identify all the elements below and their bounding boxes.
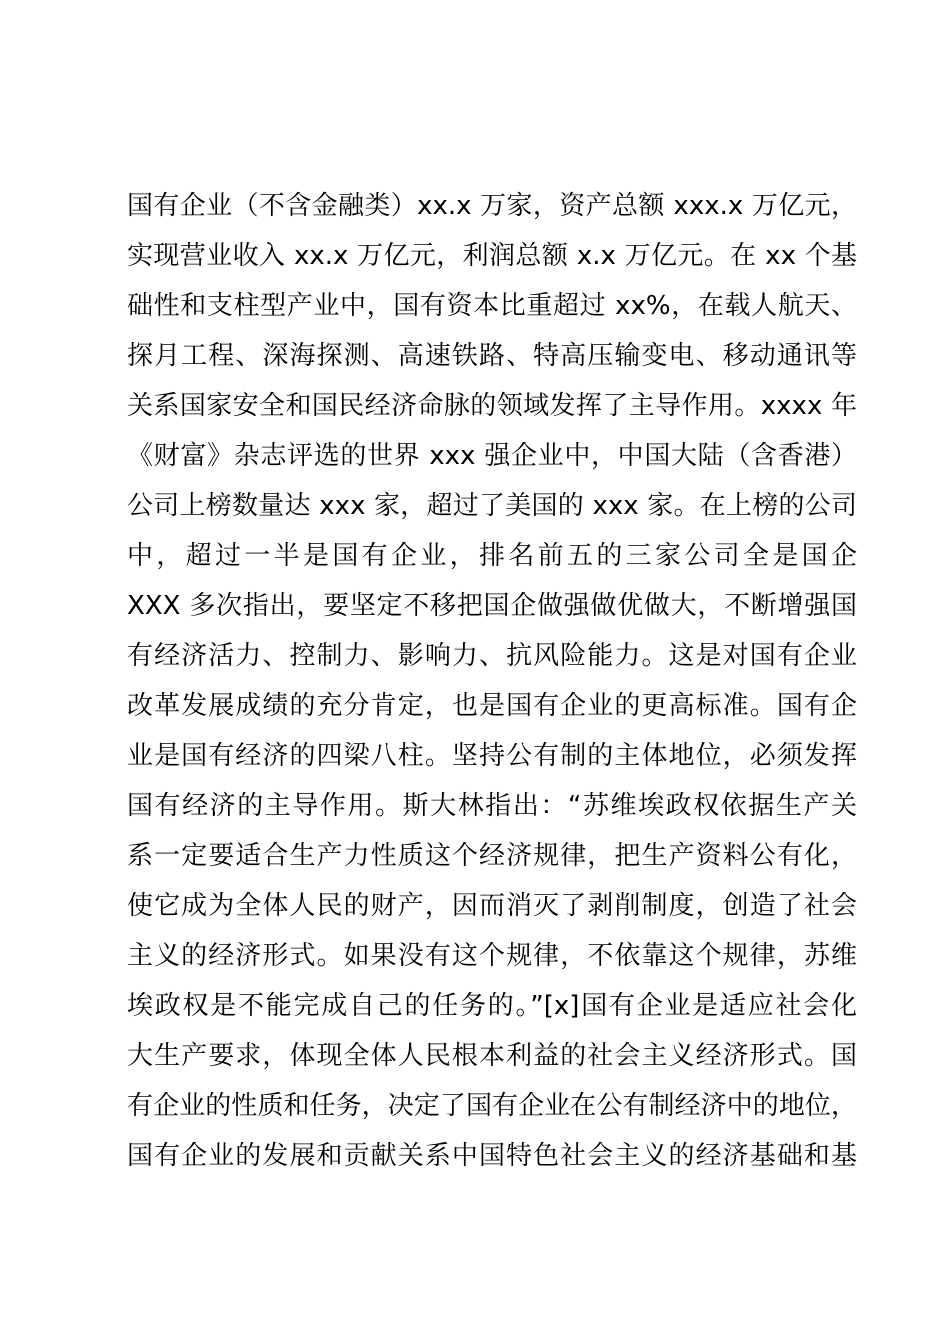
text-line-6: 《财富》杂志评选的世界 xxx 强企业中，中国大陆（含香港） <box>127 441 857 471</box>
text-line-19: 有企业的性质和任务，决定了国有企业在公有制经济中的地位， <box>127 1091 857 1121</box>
text-line-12: 业是国有经济的四梁八柱。坚持公有制的主体地位，必须发挥 <box>127 741 857 771</box>
text-line-11: 改革发展成绩的充分肯定，也是国有企业的更高标准。国有企 <box>127 691 857 721</box>
text-line-8: 中，超过一半是国有企业，排名前五的三家公司全是国企 <box>127 541 857 571</box>
text-line-20: 国有企业的发展和贡献关系中国特色社会主义的经济基础和基 <box>127 1141 857 1171</box>
text-line-9: XXX 多次指出，要坚定不移把国企做强做优做大，不断增强国 <box>127 591 857 621</box>
text-line-17: 埃政权是不能完成自己的任务的。”[x]国有企业是适应社会化 <box>127 991 857 1021</box>
text-line-7: 公司上榜数量达 xxx 家，超过了美国的 xxx 家。在上榜的公司 <box>127 491 857 521</box>
text-line-15: 使它成为全体人民的财产，因而消灭了剥削制度，创造了社会 <box>127 891 857 921</box>
text-line-18: 大生产要求，体现全体人民根本利益的社会主义经济形式。国 <box>127 1041 857 1071</box>
text-line-10: 有经济活力、控制力、影响力、抗风险能力。这是对国有企业 <box>127 641 857 671</box>
text-line-3: 础性和支柱型产业中，国有资本比重超过 xx%，在载人航天、 <box>127 291 857 321</box>
text-line-14: 系一定要适合生产力性质这个经济规律，把生产资料公有化， <box>127 841 857 871</box>
text-line-1: 国有企业（不含金融类）xx.x 万家，资产总额 xxx.x 万亿元， <box>127 191 857 221</box>
text-line-4: 探月工程、深海探测、高速铁路、特高压输变电、移动通讯等 <box>127 341 857 371</box>
body-paragraph <box>127 181 857 1181</box>
text-line-5: 关系国家安全和国民经济命脉的领域发挥了主导作用。xxxx 年 <box>127 391 857 421</box>
text-line-2: 实现营业收入 xx.x 万亿元，利润总额 x.x 万亿元。在 xx 个基 <box>127 241 857 271</box>
text-line-16: 主义的经济形式。如果没有这个规律，不依靠这个规律，苏维 <box>127 941 857 971</box>
text-line-13: 国有经济的主导作用。斯大林指出：“苏维埃政权依据生产关 <box>127 791 857 821</box>
